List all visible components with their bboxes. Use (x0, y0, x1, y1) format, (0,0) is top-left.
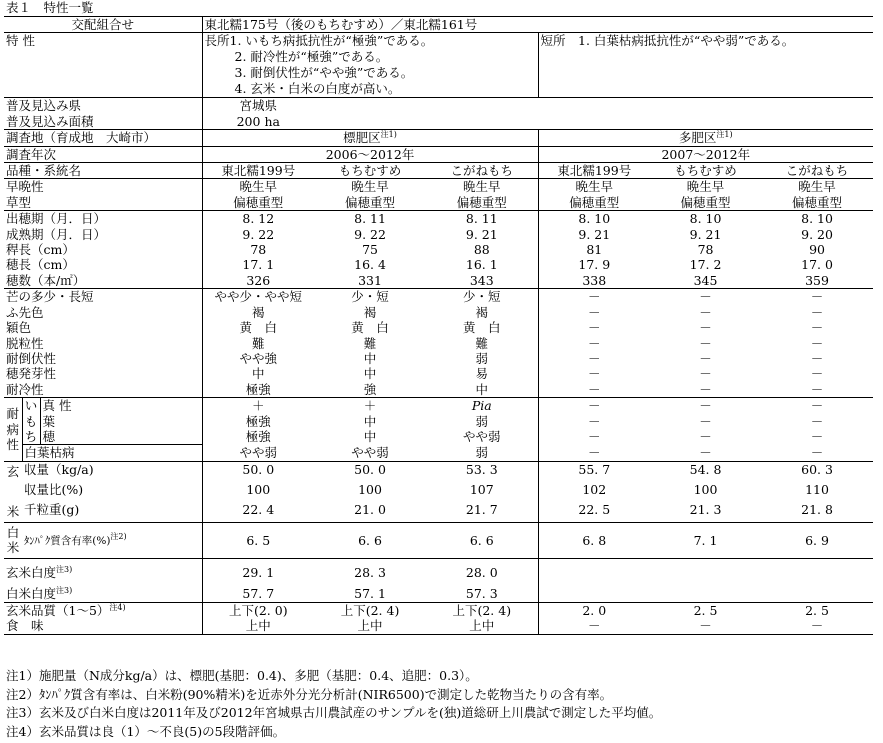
table-cell: 上下(2. 0) (228, 602, 288, 618)
table-cell: 出穂期（月．日） (4, 211, 202, 227)
table-cell: 17. 9 (578, 257, 611, 273)
table-cell: － (699, 413, 712, 429)
table-cell: 100 (693, 481, 718, 497)
table-cell: 収量比(%) (22, 482, 202, 502)
table-cell: 6. 5 (202, 522, 314, 558)
table-cell: － (699, 335, 712, 351)
table-cell: 白米白度$^{注3)}$ (4, 580, 202, 602)
table-cell: 8. 10 (578, 211, 611, 227)
table-cell: － (810, 428, 824, 444)
table-cell: 2. 5 (805, 602, 829, 618)
table-cell: やや弱 (426, 429, 538, 445)
table-cell: やや少・やや短 (214, 289, 303, 305)
table-cell: 17. 1 (242, 257, 275, 273)
table-cell: 57. 1 (314, 580, 426, 602)
table-cell: 9. 20 (801, 226, 833, 242)
features-short: 短所 1. 白葉枯病抵抗性が“やや弱”である。 (538, 33, 873, 98)
data-row-panicle-number (4, 273, 873, 289)
footnote: 注2）ﾀﾝﾊﾟｸ質含有率は、白米粉(90%精米)を近赤外分光分析計(NIR6500)で測定した乾物当たりの含有率。 (6, 686, 613, 702)
feature-long-3: 3. 耐倒伏性が“やや強”である。 (234, 65, 414, 81)
data-row-culm-length (4, 242, 873, 257)
table-cell: 葉 (40, 414, 202, 429)
table-cell: 中 (363, 428, 377, 444)
table-cell: － (699, 304, 712, 320)
table-cell: 偏穂重型 (761, 195, 873, 211)
table-cell: － (810, 350, 824, 366)
years-std: 2006～2012年 (202, 146, 538, 162)
table-cell (538, 580, 650, 602)
table-cell: 8. 12 (242, 211, 275, 227)
table-cell: － (761, 445, 873, 461)
table-cell: Pia (426, 398, 538, 414)
table-cell: 耐倒伏性 (4, 351, 202, 366)
table-cell: 17. 0 (801, 257, 833, 273)
table-cell: 9. 21 (689, 226, 722, 242)
table-cell: 褐 (363, 304, 377, 320)
table-cell: 弱 (426, 351, 538, 366)
table-cell: 難 (363, 335, 377, 351)
data-row-plant-type (4, 195, 873, 211)
table-cell: 難 (426, 336, 538, 351)
table-cell: 穎色 (4, 320, 202, 335)
table-cell: 黄 白 (426, 320, 538, 335)
table-cell: 57. 3 (426, 580, 538, 602)
variety-name: 東北糯199号 (202, 163, 314, 179)
variety-label: 品種・系統名 (4, 163, 202, 179)
table-cell: 100 (358, 481, 382, 497)
prefecture-value: 宮城県 (239, 98, 278, 114)
table-cell (650, 580, 761, 602)
data-row-lodging (4, 351, 873, 366)
blast-label: い も ち (22, 398, 40, 445)
whiteness-row-white (4, 580, 873, 602)
footnote: 注3）玄米及び白米白度は2011年及び2012年宮城県古川農試産のサンプルを(独)道総研上川農試で測定した平均値。 (6, 705, 662, 720)
table-cell: 9. 21 (578, 226, 611, 242)
table-cell: 2. 0 (582, 602, 607, 618)
table-cell: 穂数（本/㎡） (4, 273, 202, 289)
table-cell: 6. 8 (538, 522, 650, 558)
years-label: 調査年次 (4, 146, 202, 162)
features-long (202, 33, 538, 98)
table-cell: 晩生早 (239, 179, 278, 195)
table-cell: 中 (252, 366, 265, 382)
table-cell: 6. 6 (314, 522, 426, 558)
characteristics-table (4, 16, 873, 635)
table-cell: 玄米品質（1～5）$^{注4)}$ (4, 602, 202, 618)
footnote: 注1）施肥量（N成分kg/a）は、標肥(基肥：0.4)、多肥（基肥：0.4、追肥：0.3）。 (6, 668, 478, 683)
site-row (4, 130, 873, 146)
table-cell: 50. 0 (354, 461, 386, 477)
table-cell: 55. 7 (578, 461, 611, 477)
footnote: 注4）玄米品質は良（1）～不良(5)の5段階評価。 (6, 723, 286, 739)
area-label: 普及見込み面積 (4, 114, 202, 130)
brown-row-ratio (4, 482, 873, 502)
features-row (4, 33, 873, 98)
table-cell: ＋ (363, 398, 377, 414)
footnotes (6, 667, 661, 741)
table-cell: － (650, 445, 761, 461)
data-row-cold-tolerance (4, 382, 873, 398)
table-cell: 極強 (245, 428, 271, 444)
table-cell: 8. 11 (354, 211, 386, 227)
table-cell: － (810, 335, 824, 351)
site-std: 標肥区$^{注1)}$ (202, 130, 538, 146)
table-cell: 芒の多少・長短 (4, 289, 202, 305)
table-caption: 表１ 特性一覧 (6, 0, 94, 15)
table-cell: － (650, 618, 761, 634)
table-cell: 81 (586, 242, 603, 258)
table-cell: 中 (363, 366, 377, 382)
table-cell: 78 (697, 242, 714, 258)
protein-label: ﾀﾝﾊﾟｸ質含有率(%)$^{注2)}$ (22, 522, 202, 558)
table-cell: － (699, 320, 712, 336)
table-cell: 中 (363, 350, 377, 366)
table-cell: － (650, 382, 761, 398)
table-cell: － (588, 289, 601, 305)
cross-label: 交配組合せ (4, 17, 202, 33)
table-cell: 16. 1 (426, 257, 538, 272)
table-cell: － (699, 289, 712, 305)
data-row-shattering (4, 336, 873, 351)
table-cell: 草型 (4, 195, 202, 211)
feature-long-1: 長所1. いもち病抵抗性が“極強”である。 (204, 33, 434, 49)
table-cell: 28. 3 (354, 564, 386, 580)
table-cell: 白葉枯病 (22, 445, 202, 461)
table-cell: 22. 5 (538, 502, 650, 523)
data-row-glume-color (4, 320, 873, 335)
table-cell: － (810, 289, 824, 305)
table-cell: 上下(2. 4) (426, 602, 538, 618)
table-cell: 易 (426, 366, 538, 381)
table-cell: 耐冷性 (4, 382, 202, 398)
table-cell (538, 558, 650, 580)
table-cell: 9. 21 (426, 227, 538, 242)
table-cell: 穂長（cm） (4, 257, 202, 272)
table-cell: 8. 10 (801, 211, 833, 227)
table-cell: 75 (362, 242, 378, 258)
years-row (4, 146, 873, 162)
table-cell: 338 (538, 273, 650, 289)
data-row-awn (4, 289, 873, 305)
table-cell: 穂 (40, 429, 202, 445)
table-cell: － (699, 350, 712, 366)
table-cell: 50. 0 (242, 461, 275, 477)
table-cell: 359 (761, 273, 873, 289)
table-cell: 16. 4 (354, 257, 386, 273)
table-cell: 難 (252, 335, 265, 351)
cross-value: 東北糯175号（後のもちむすめ）／東北糯161号 (202, 17, 873, 33)
variety-name: こがねもち (761, 163, 873, 179)
disease-row-blight (4, 445, 873, 461)
table-cell: 弱 (426, 414, 538, 429)
table-cell: － (588, 320, 601, 336)
table-cell: 2. 5 (693, 602, 718, 618)
table-cell: 6. 9 (761, 522, 873, 558)
prefecture-row (4, 98, 873, 114)
table-cell: 少・短 (351, 289, 389, 305)
table-cell: － (810, 320, 824, 336)
table-cell: － (699, 428, 712, 444)
table-cell: 90 (809, 242, 825, 258)
table-cell: 極強 (245, 413, 271, 429)
table-cell: 晩生早 (351, 179, 389, 195)
table-cell: － (588, 398, 601, 414)
table-cell: 少・短 (426, 289, 538, 305)
disease-row-true (4, 398, 873, 414)
table-cell: 中 (363, 413, 377, 429)
table-cell: － (810, 304, 824, 320)
table-cell: 21. 0 (314, 502, 426, 523)
table-cell: 収量（kg/a) (22, 461, 202, 482)
table-cell (761, 580, 873, 602)
variety-name: もちむすめ (314, 163, 426, 179)
features-label: 特 性 (4, 33, 202, 98)
table-cell: － (588, 335, 601, 351)
table-cell: 晩生早 (575, 179, 614, 195)
table-cell: 食 味 (4, 618, 202, 634)
white-row-protein (4, 522, 873, 558)
feature-long-2: 2. 耐冷性が“極強”である。 (234, 49, 389, 65)
table-cell: 54. 8 (689, 461, 722, 477)
table-cell: － (538, 618, 650, 634)
table-cell: ふ先色 (4, 305, 202, 320)
table-cell: － (588, 304, 601, 320)
brown-row-weight (4, 502, 873, 523)
cross-row (4, 17, 873, 33)
data-row-sprouting (4, 366, 873, 381)
variety-name: 東北糯199号 (538, 163, 650, 179)
table-cell: 玄米白度$^{注3)}$ (4, 558, 202, 580)
site-label: 調査地（育成地 大崎市） (4, 130, 202, 146)
table-cell: 晩生早 (426, 179, 538, 195)
table-cell: 褐 (252, 304, 265, 320)
area-value: 200 ha (202, 114, 314, 130)
table-cell: 9. 22 (354, 226, 386, 242)
table-cell: 326 (202, 273, 314, 289)
table-cell: － (538, 445, 650, 461)
table-cell: － (588, 366, 601, 382)
table-cell: 偏穂重型 (538, 195, 650, 211)
table-cell (650, 558, 761, 580)
disease-row-leaf (4, 414, 873, 429)
table-cell: やや弱 (202, 445, 314, 461)
table-cell: 8. 10 (689, 211, 722, 227)
variety-row (4, 163, 873, 179)
brown-row-yield (4, 461, 873, 482)
table-cell: － (761, 382, 873, 398)
table-cell: 9. 22 (242, 226, 275, 242)
table-cell: 稈長（cm） (4, 242, 202, 257)
table-cell: 102 (582, 481, 607, 497)
table-cell: 晩生早 (798, 179, 836, 195)
table-cell: 21. 8 (761, 502, 873, 523)
table-cell (314, 114, 873, 130)
table-cell: 晩生早 (686, 179, 725, 195)
site-heavy: 多肥区$^{注1)}$ (538, 130, 873, 146)
table-cell: － (810, 413, 824, 429)
white-label: 白 米 (4, 522, 22, 558)
table-cell: 100 (246, 481, 271, 497)
years-heavy: 2007～2012年 (538, 146, 873, 162)
table-cell: 偏穂重型 (650, 195, 761, 211)
table-cell (761, 558, 873, 580)
table-cell: 345 (650, 273, 761, 289)
taste-row (4, 618, 873, 634)
data-row-panicle-length (4, 257, 873, 272)
table-cell (314, 98, 873, 114)
table-cell: 28. 0 (426, 558, 538, 580)
table-cell: － (699, 398, 712, 414)
table-cell: 110 (805, 481, 829, 497)
table-cell: － (699, 366, 712, 382)
table-cell: － (588, 413, 601, 429)
table-cell: － (810, 398, 824, 414)
data-row-apiculus-color (4, 305, 873, 320)
table-cell: 強 (314, 382, 426, 398)
table-cell: 53. 3 (426, 461, 538, 482)
table-cell: － (761, 618, 873, 634)
table-cell: 偏穂重型 (202, 195, 314, 211)
table-cell: 60. 3 (801, 461, 833, 477)
disease-row-panicle (4, 429, 873, 445)
table-cell: 弱 (426, 445, 538, 461)
table-cell: 343 (426, 273, 538, 289)
table-cell: 78 (250, 242, 267, 258)
table-cell: 57. 7 (202, 580, 314, 602)
brown-label: 玄 米 (4, 461, 22, 522)
table-cell: 上中 (202, 618, 314, 634)
table-cell: 22. 4 (202, 502, 314, 523)
data-row-ripening (4, 227, 873, 242)
table-cell: － (588, 350, 601, 366)
table-cell: 107 (426, 482, 538, 502)
table-cell: 成熟期（月．日） (4, 227, 202, 242)
prefecture-label: 普及見込み県 (4, 98, 202, 114)
table-cell: 上中 (426, 618, 538, 634)
feature-long-4: 4. 玄米・白米の白度が高い。 (234, 81, 401, 97)
disease-label: 耐 病 性 (4, 398, 22, 462)
data-row-heading (4, 211, 873, 227)
table-cell: － (810, 366, 824, 382)
table-cell: 真 性 (40, 398, 202, 414)
table-cell: やや弱 (314, 445, 426, 461)
table-cell: 上下(2. 4) (340, 602, 400, 618)
table-cell: 6. 6 (426, 522, 538, 558)
table-cell: ＋ (252, 398, 265, 414)
variety-name: こがねもち (426, 163, 538, 179)
table-cell: 17. 2 (689, 257, 722, 273)
area-row (4, 114, 873, 130)
table-cell: 偏穂重型 (426, 195, 538, 211)
table-cell: 穂発芽性 (4, 366, 202, 381)
table-cell: － (588, 428, 601, 444)
table-cell: 21. 7 (426, 502, 538, 523)
table-cell: 極強 (202, 382, 314, 398)
table-cell: 上中 (314, 618, 426, 634)
table-cell: 中 (426, 382, 538, 398)
table-cell: － (538, 382, 650, 398)
table-cell: 21. 3 (650, 502, 761, 523)
table-cell: 褐 (426, 305, 538, 320)
variety-name: もちむすめ (650, 163, 761, 179)
table-cell: やや強 (239, 350, 278, 366)
table-cell: 早晩性 (4, 179, 202, 195)
table-cell: 偏穂重型 (314, 195, 426, 211)
table-cell: 8. 11 (426, 211, 538, 227)
quality-row (4, 602, 873, 618)
table-cell: 88 (426, 242, 538, 257)
table-cell: 千粒重(g) (22, 502, 202, 523)
table-cell: 331 (314, 273, 426, 289)
table-cell: 脱粒性 (4, 336, 202, 351)
data-row-maturity (4, 179, 873, 195)
table-cell: 黄 白 (239, 320, 278, 336)
table-cell: 7. 1 (650, 522, 761, 558)
table-cell: 黄 白 (351, 320, 389, 336)
table-cell: 29. 1 (242, 564, 275, 580)
whiteness-row-brown (4, 558, 873, 580)
